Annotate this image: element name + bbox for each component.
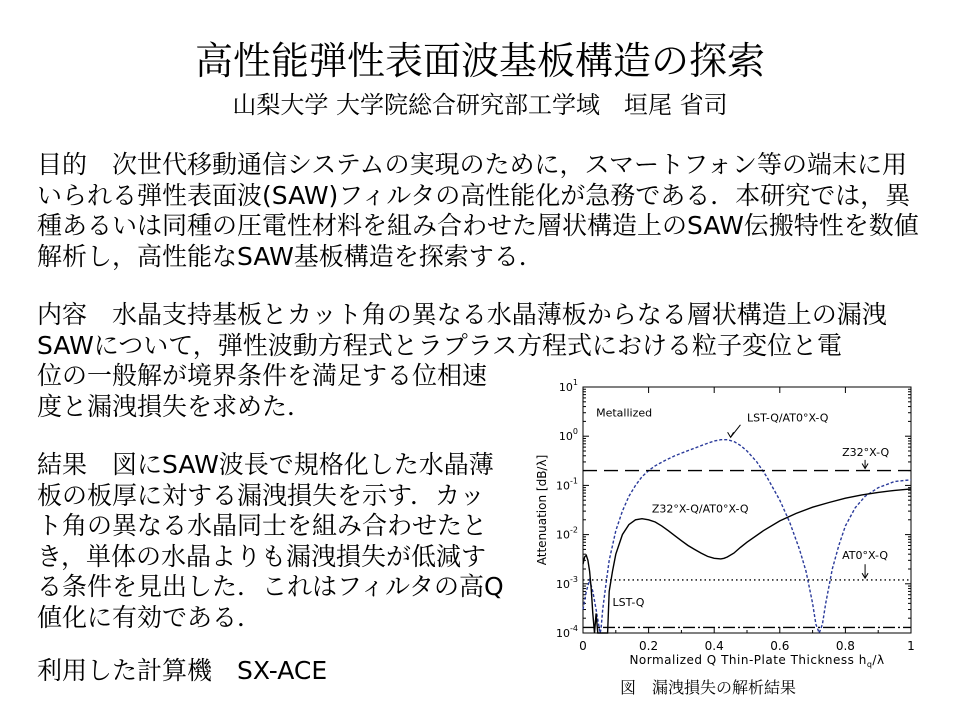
attenuation-chart — [520, 370, 940, 675]
x-axis-label: Normalized Q Thin-Plate Thickness $h_q/\lambda$ — [629, 653, 885, 669]
x-tick-label: 0.2 — [639, 639, 659, 653]
y-tick-label: $10^{-2}$ — [556, 525, 578, 542]
chart-axes — [535, 378, 915, 669]
x-tick-label: 0 — [579, 639, 587, 653]
metallized-annotation: Metallized — [596, 406, 653, 420]
x-tick-label: 0.6 — [770, 639, 790, 653]
x-tick-label: 0.8 — [835, 639, 855, 653]
y-tick-label: $10^0$ — [558, 427, 578, 444]
author-affiliation: 山梨大学 大学院総合研究部工学域 垣尾 省司 — [232, 91, 728, 119]
y-tick-label: $10^1$ — [558, 378, 578, 394]
y-axis-label: Attenuation [dB/λ] — [535, 454, 549, 566]
y-tick-label: $10^{-4}$ — [556, 624, 578, 640]
series-label-4: LST-Q — [612, 596, 645, 610]
series-label-2: Z32°X-Q/AT0°X-Q — [651, 502, 749, 516]
series-label-0: LST-Q/AT0°X-Q — [747, 411, 829, 425]
y-tick-label: $10^{-1}$ — [556, 476, 578, 493]
content-paragraph: 内容 水晶支持基板とカット角の異なる水晶薄板からなる層状構造上の漏洩SAWについて，弾性波動方程式とラプラス方程式における粒子変位と電 — [37, 300, 887, 360]
y-tick-label: $10^{-3}$ — [556, 574, 578, 591]
x-tick-label: 1 — [907, 639, 915, 653]
content-paragraph-continued: 位の一般解が境界条件を満足する位相速度と漏洩損失を求めた． — [37, 361, 488, 421]
series-label-1: Z32°X-Q — [842, 445, 890, 459]
chart-labels-group — [596, 407, 889, 610]
series-label-3: AT0°X-Q — [842, 548, 889, 562]
purpose-paragraph: 目的 次世代移動通信システムの実現のために，スマートフォン等の端末に用いられる弾性表面波(SAW)フィルタの高性能化が急務である．本研究では，異種あるいは同種の圧電性材料を組み合わせた層状構造上のSAW伝搬特性を数値解析し，高性能なSAW基板構造を探索する． — [37, 150, 919, 271]
figure-caption: 図 漏洩損失の解析結果 — [620, 678, 797, 697]
result-paragraph: 結果 図にSAW波長で規格化した水晶薄板の板厚に対する漏洩損失を示す．カット角の異なる水晶同士を組み合わせたとき，単体の水晶よりも漏洩損失が低減する条件を見出した．これはフィルタの高Q値化に有効である． — [37, 450, 504, 632]
page-title: 高性能弾性表面波基板構造の探索 — [194, 39, 765, 83]
computer-used: 利用した計算機 SX-ACE — [37, 656, 328, 685]
x-tick-label: 0.4 — [704, 639, 724, 653]
